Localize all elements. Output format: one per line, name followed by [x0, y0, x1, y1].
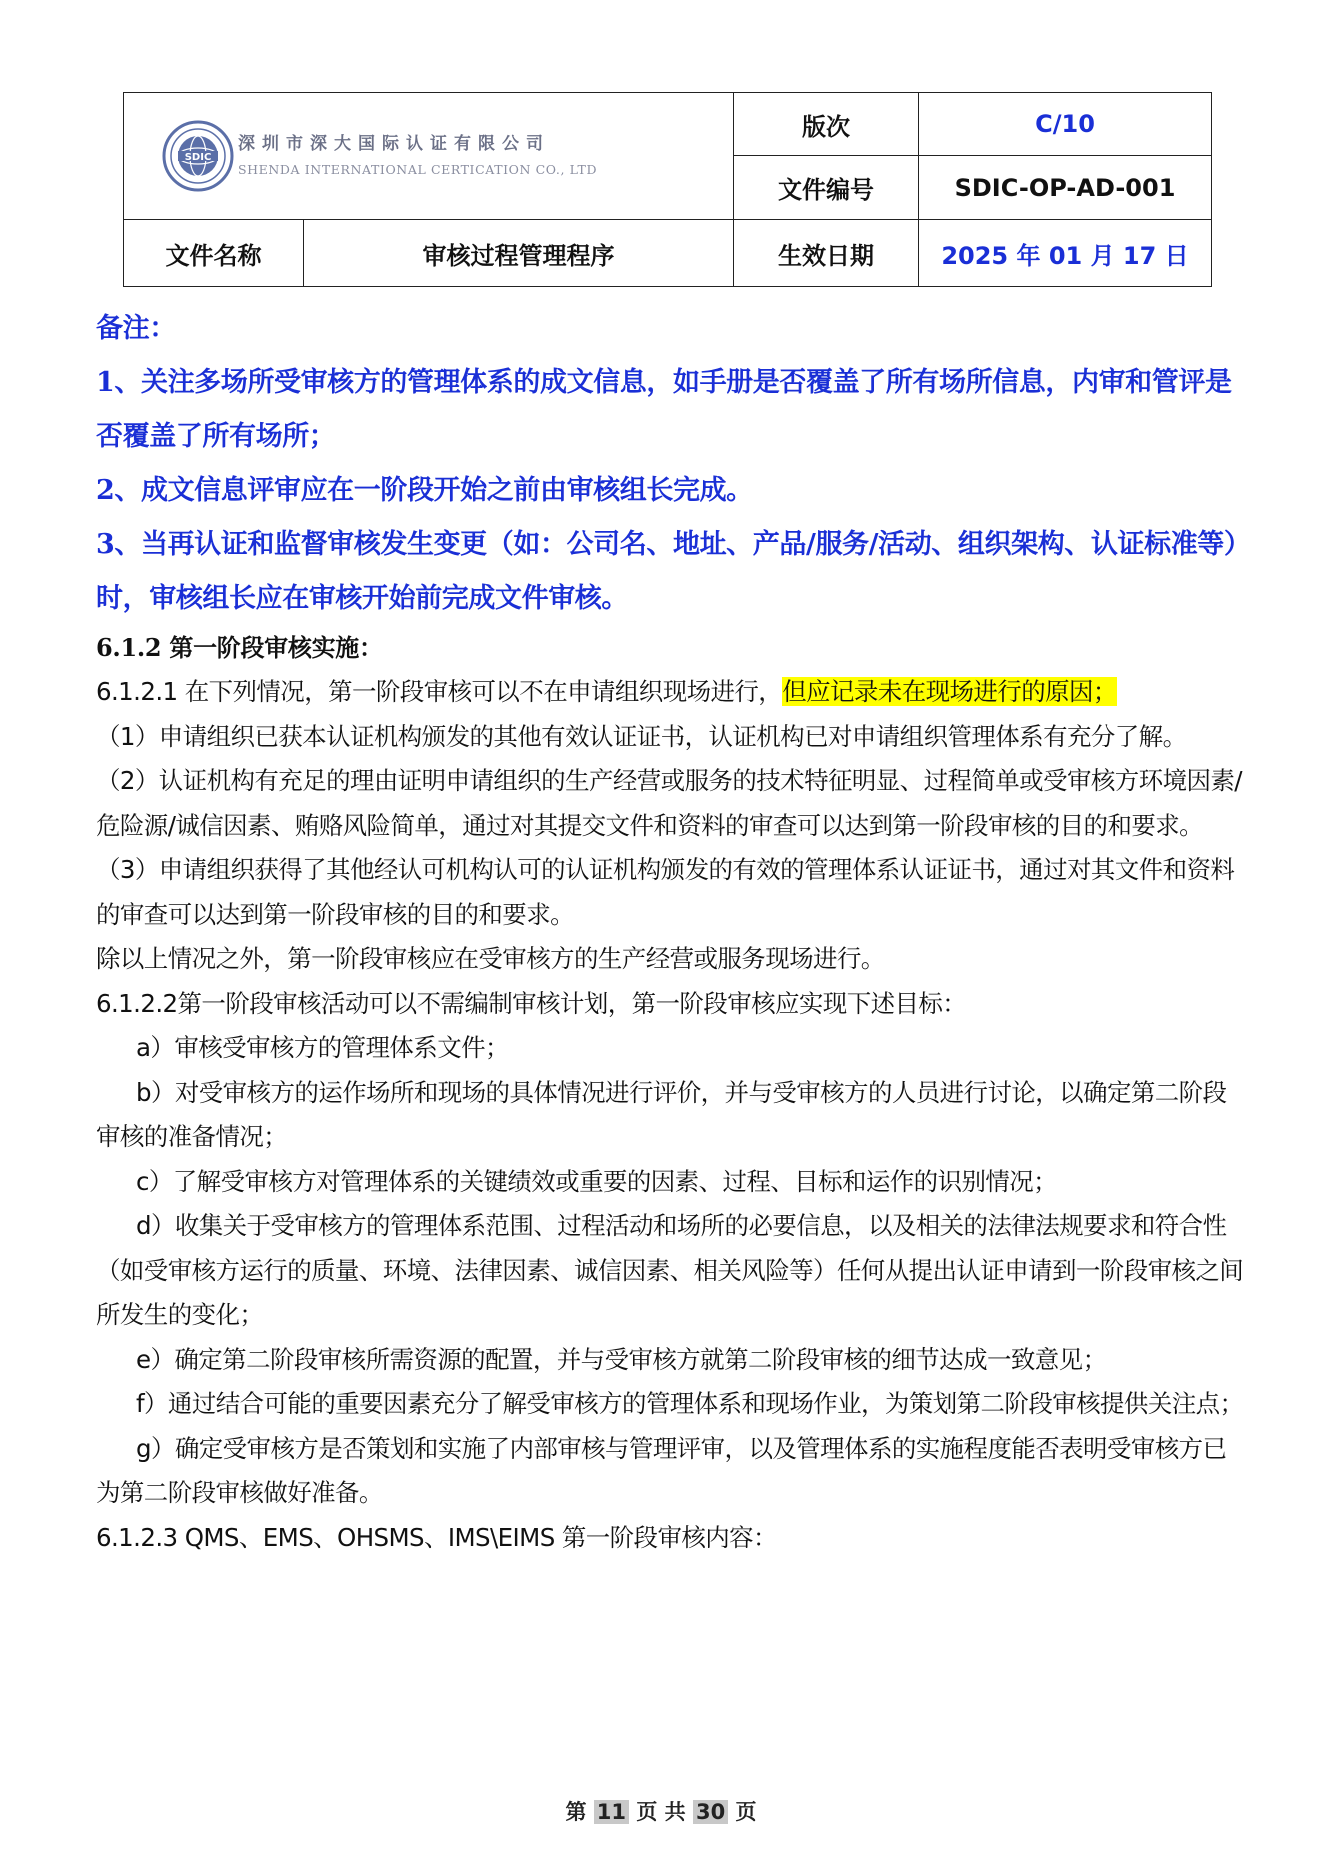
notes-block [96, 302, 1248, 626]
company-logo-cell [124, 93, 734, 220]
effective-date-label: 生效日期 [734, 220, 919, 287]
case-item: （3）申请组织获得了其他经认可机构认可的认证机构颁发的有效的管理体系认证证书，通过对其文件和资料的审查可以达到第一阶段审核的目的和要求。 [96, 855, 1235, 929]
case-item: （2）认证机构有充足的理由证明申请组织的生产经营或服务的技术特征明显、过程简单或受审核方环境因素/危险源/诚信因素、贿赂风险简单，通过对其提交文件和资料的审查可以达到第一阶段审核的目的和要求。 [96, 766, 1242, 840]
company-seal-icon [162, 120, 234, 192]
doc-name-value: 审核过程管理程序 [304, 220, 734, 287]
note-item: 3、当再认证和监督审核发生变更（如：公司名、地址、产品/服务/活动、组织架构、认证标准等）时，审核组长应在审核开始前完成文件审核。 [96, 529, 1238, 614]
version-value: C/10 [919, 93, 1212, 156]
note-item: 1、关注多场所受审核方的管理体系的成文信息，如手册是否覆盖了所有场所信息，内审和管评是否覆盖了所有场所； [96, 367, 1232, 452]
doc-number-value: SDIC-OP-AD-001 [919, 156, 1212, 220]
company-name-en: SHENDA INTERNATIONAL CERTICATION CO., LTD [238, 162, 598, 177]
effective-date-value: 2025 年 01 月 17 日 [919, 220, 1212, 287]
doc-name-label: 文件名称 [124, 220, 304, 287]
paragraph-6-1-2-1 [96, 670, 1248, 715]
goal-item: d）收集关于受审核方的管理体系范围、过程活动和场所的必要信息，以及相关的法律法规要求和符合性（如受审核方运行的质量、环境、法律因素、诚信因素、相关风险等）任何从提出认证申请到一阶段审核之间所发生的变化； [96, 1211, 1244, 1329]
case-item: （1）申请组织已获本认证机构颁发的其他有效认证证书，认证机构已对申请组织管理体系有充分了解。 [96, 721, 1187, 751]
goal-item: c）了解受审核方对管理体系的关键绩效或重要的因素、过程、目标和运作的识别情况； [136, 1166, 1058, 1196]
notes-title: 备注： [96, 313, 176, 344]
section-title: 6.1.2 第一阶段审核实施： [96, 633, 383, 662]
goal-item: e）确定第二阶段审核所需资源的配置，并与受审核方就第二阶段审核的细节达成一致意见； [136, 1344, 1107, 1374]
goal-item: b）对受审核方的运作场所和现场的具体情况进行评价，并与受审核方的人员进行讨论，以确定第二阶段审核的准备情况； [96, 1077, 1227, 1151]
total-page-number: 30 [693, 1800, 728, 1824]
goal-item: g）确定受审核方是否策划和实施了内部审核与管理评审，以及管理体系的实施程度能否表明受审核方已为第二阶段审核做好准备。 [96, 1433, 1227, 1507]
section-block [96, 626, 1248, 1560]
goal-item: a）审核受审核方的管理体系文件； [136, 1033, 509, 1062]
version-label: 版次 [734, 93, 919, 156]
footer-middle: 页 共 [636, 1800, 686, 1824]
paragraph-6-1-2-2: 6.1.2.2第一阶段审核活动可以不需编制审核计划，第一阶段审核应实现下述目标： [96, 988, 967, 1018]
note-item: 2、成文信息评审应在一阶段开始之前由审核组长完成。 [96, 475, 753, 506]
goal-item: f）通过结合可能的重要因素充分了解受审核方的管理体系和现场作业，为策划第二阶段审核提供关注点； [136, 1389, 1244, 1418]
footer-prefix: 第 [565, 1800, 587, 1824]
highlighted-text: 但应记录未在现场进行的原因； [782, 677, 1117, 706]
except-paragraph: 除以上情况之外，第一阶段审核应在受审核方的生产经营或服务现场进行。 [96, 944, 885, 973]
paragraph-6-1-2-3: 6.1.2.3 QMS、EMS、OHSMS、IMS\EIMS 第一阶段审核内容： [96, 1522, 777, 1552]
company-name-cn: 深圳市深大国际认证有限公司 [238, 134, 550, 154]
svg-text:SDIC: SDIC [184, 152, 212, 163]
header-table [123, 92, 1212, 287]
doc-number-label: 文件编号 [734, 156, 919, 220]
paragraph-text: 6.1.2.1 在下列情况，第一阶段审核可以不在申请组织现场进行， [96, 677, 783, 706]
page-footer [0, 1796, 1322, 1826]
current-page-number: 11 [594, 1800, 629, 1824]
footer-suffix: 页 [735, 1800, 757, 1824]
